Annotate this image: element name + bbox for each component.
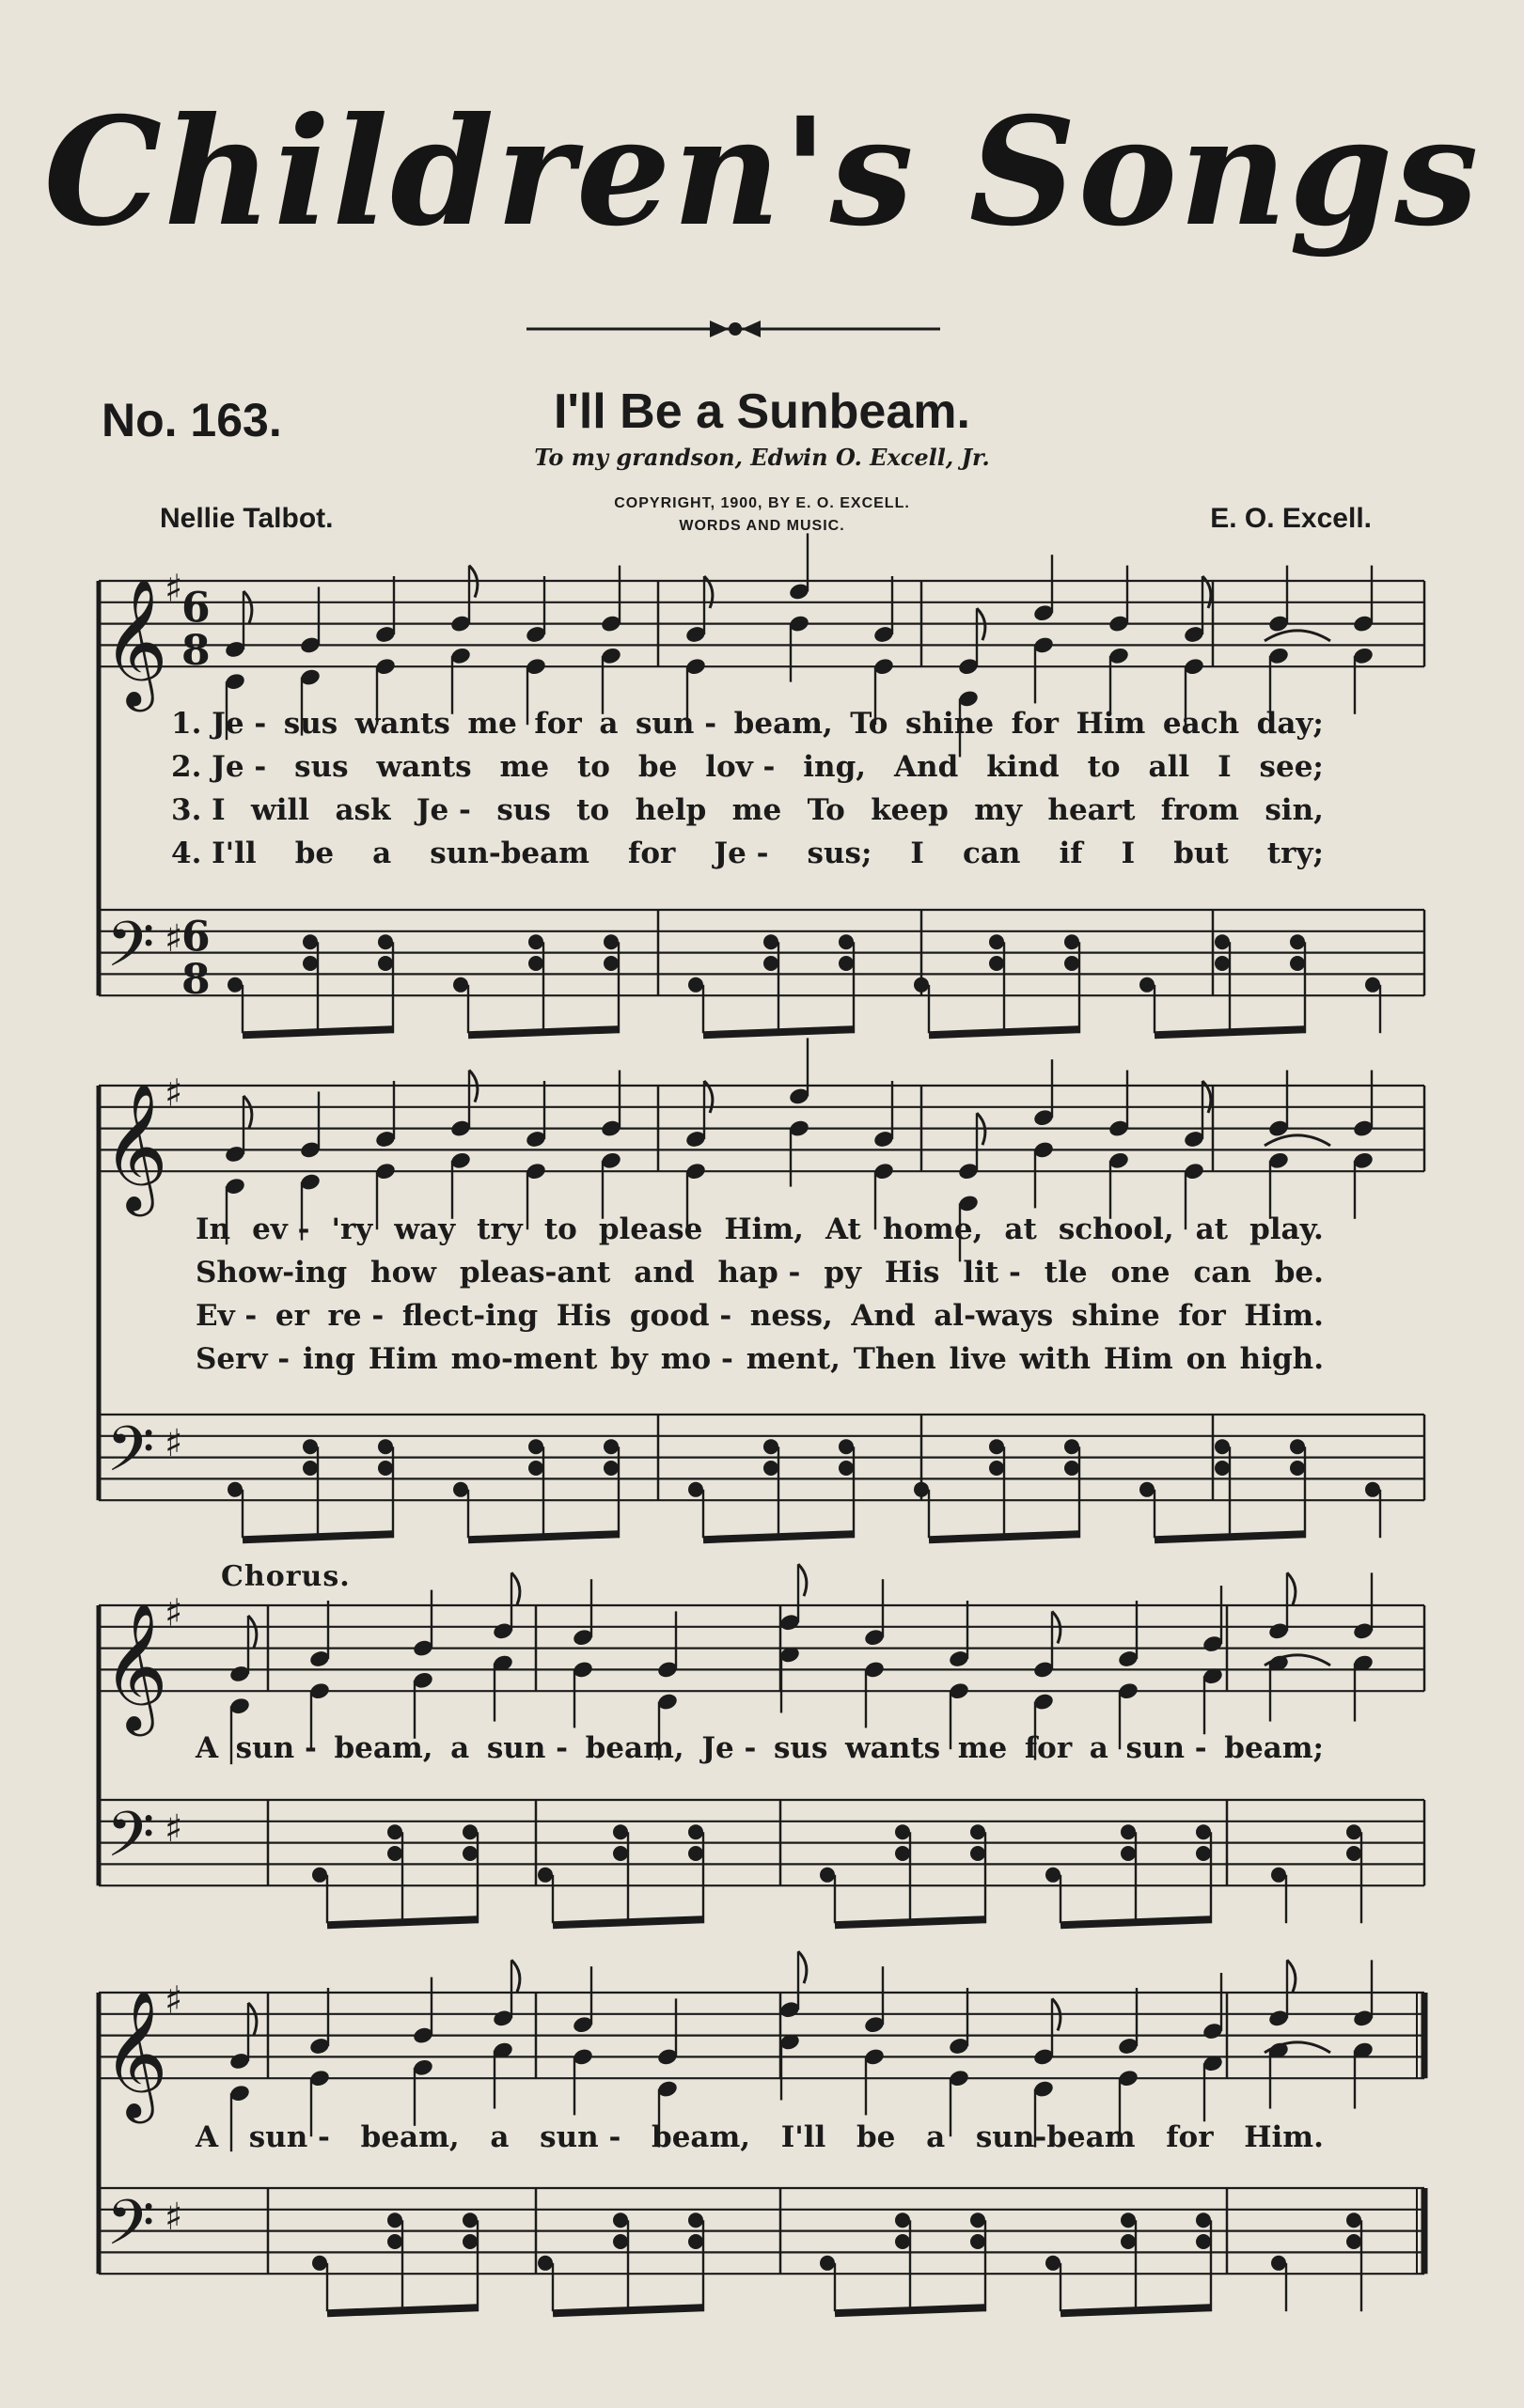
beam [1061, 2307, 1211, 2313]
bass-note-head [914, 1482, 929, 1497]
bass-note-head [228, 1482, 243, 1497]
lyric-syllable: sun - [540, 2120, 621, 2154]
lyric-syllable: A [196, 1731, 219, 1765]
lyric-syllable: sin, [1265, 793, 1324, 827]
lyric-syllable: each [1162, 707, 1240, 741]
lyric-syllable: 2. Je - [171, 750, 267, 784]
bass-note-head [1290, 956, 1305, 971]
lyric-syllable: a [372, 837, 392, 870]
lyric-syllable: flect-ing [401, 1299, 539, 1333]
lyric-line [171, 707, 1324, 744]
lyric-syllable: at [1195, 1212, 1229, 1246]
dedication: To my grandson, Edwin O. Excell, Jr. [534, 444, 990, 471]
bass-note-head [839, 934, 854, 949]
lyric-syllable: heart [1047, 793, 1136, 827]
lyric-syllable: And [894, 750, 959, 784]
bass-note-head [378, 934, 393, 949]
bass-note-head [613, 1846, 628, 1861]
bass-note-head [1346, 1824, 1361, 1839]
bass-note-head [453, 977, 468, 993]
lyric-line [196, 1212, 1324, 1250]
lyric-syllable: His [884, 1256, 940, 1290]
bass-note-head [989, 1461, 1004, 1476]
bass-note-head [228, 977, 243, 993]
lyric-syllable: Then [853, 1342, 936, 1376]
note-flag [1287, 1572, 1296, 1604]
bass-note-head [1064, 934, 1079, 949]
lyric-syllable: A [196, 2120, 219, 2154]
bass-note-head [839, 1439, 854, 1454]
bass-note-head [763, 934, 778, 949]
lyric-syllable: tle [1044, 1256, 1088, 1290]
bass-note-head [312, 2256, 327, 2271]
lyric-syllable: ing [302, 1342, 355, 1376]
lyric-syllable: a [599, 707, 619, 741]
bass-note-head [839, 1461, 854, 1476]
lyric-syllable: if [1059, 837, 1083, 870]
book-title: Children's Songs [43, 86, 1481, 259]
lyric-syllable: see; [1259, 750, 1324, 784]
lyric-syllable: 4. I'll [171, 837, 257, 870]
lyric-syllable: a [1089, 1731, 1108, 1765]
bass-note-head [688, 977, 703, 993]
bass-note-head [387, 1846, 402, 1861]
lyric-syllable: a [926, 2120, 946, 2154]
sharp-icon: ♯ [165, 1422, 183, 1466]
bass-note-head [528, 1461, 543, 1476]
bass-note-head [970, 1846, 985, 1861]
bass-note-head [688, 1482, 703, 1497]
lyric-syllable: Him [1103, 1342, 1173, 1376]
lyric-syllable: wants [845, 1731, 941, 1765]
bass-note-head [463, 2213, 478, 2228]
treble-clef-icon: 𝄞 [102, 1988, 168, 2119]
sharp-icon: ♯ [165, 567, 183, 611]
bass-note-head [1139, 1482, 1155, 1497]
lyric-line [171, 837, 1324, 874]
beam [835, 1919, 985, 1925]
lyric-syllable: pleas-ant [459, 1256, 611, 1290]
bass-note-head [1121, 2213, 1136, 2228]
lyric-syllable: py [824, 1256, 862, 1290]
lyric-syllable: a [450, 1731, 470, 1765]
lyric-syllable: I [1121, 837, 1136, 870]
lyric-syllable: keep [871, 793, 949, 827]
time-signature-bottom: 8 [181, 627, 211, 676]
bass-note-head [895, 2213, 910, 2228]
lyric-syllable: er [275, 1299, 309, 1333]
bass-note-head [463, 1846, 478, 1861]
lyric-line [196, 2120, 1324, 2158]
lyric-syllable: be [294, 837, 335, 870]
bass-note-head [604, 934, 619, 949]
bass-note-head [463, 2234, 478, 2249]
lyric-syllable: lov - [705, 750, 776, 784]
lyric-syllable: beam, [585, 1731, 684, 1765]
bass-clef-icon: 𝄢 [106, 1798, 155, 1886]
lyric-line [171, 793, 1324, 831]
bass-note-head [763, 956, 778, 971]
bass-note-head [1215, 934, 1230, 949]
bass-note-head [1064, 956, 1079, 971]
bass-note-head [378, 1461, 393, 1476]
bass-note-head [895, 2234, 910, 2249]
lyric-syllable: re - [327, 1299, 385, 1333]
lyric-syllable: on [1186, 1342, 1227, 1376]
lyric-syllable: high. [1239, 1342, 1324, 1376]
bass-note-head [463, 1824, 478, 1839]
lyric-syllable: Je - [714, 837, 769, 870]
lyric-syllable: wants [376, 750, 472, 784]
note-flag [248, 2003, 257, 2035]
lyric-syllable: And [851, 1299, 916, 1333]
lyric-syllable: shine [905, 707, 995, 741]
bass-note-head [1365, 977, 1380, 993]
bass-note-head [1045, 1868, 1061, 1883]
lyric-syllable: In [196, 1212, 231, 1246]
lyricist: Nellie Talbot. [160, 503, 334, 534]
bass-note-head [1045, 2256, 1061, 2271]
lyric-syllable: Ev - [196, 1299, 258, 1333]
bass-clef-icon: 𝄢 [106, 908, 155, 996]
bass-note-head [1346, 2234, 1361, 2249]
lyric-syllable: Show-ing [196, 1256, 348, 1290]
beam [553, 1919, 703, 1925]
lyric-syllable: Him. [1244, 1299, 1324, 1333]
lyric-syllable: I [910, 837, 924, 870]
bass-note-head [1215, 1439, 1230, 1454]
bass-note-head [604, 956, 619, 971]
lyric-syllable: shine [1071, 1299, 1160, 1333]
bass-note-head [387, 1824, 402, 1839]
lyric-syllable: beam, [360, 2120, 460, 2154]
lyric-syllable: sus; [807, 837, 872, 870]
sharp-icon: ♯ [165, 1591, 183, 1635]
bass-note-head [1121, 2234, 1136, 2249]
lyric-syllable: for [1024, 1731, 1073, 1765]
bass-note-head [1365, 1482, 1380, 1497]
bass-note-head [839, 956, 854, 971]
bass-note-head [528, 956, 543, 971]
lyric-syllable: 'ry [331, 1212, 373, 1246]
bass-note-head [688, 1824, 703, 1839]
lyric-syllable: ev - [252, 1212, 310, 1246]
lyric-syllable: kind [986, 750, 1060, 784]
lyric-syllable: be [856, 2120, 896, 2154]
bass-note-head [538, 2256, 553, 2271]
lyric-syllable: for [1166, 2120, 1214, 2154]
note-flag [798, 1564, 807, 1596]
lyric-syllable: and [634, 1256, 695, 1290]
song-title: I'll Be a Sunbeam. [554, 384, 970, 439]
bass-note-head [989, 934, 1004, 949]
lyric-syllable: beam; [1224, 1731, 1324, 1765]
bass-note-head [303, 934, 318, 949]
bass-note-head [303, 1439, 318, 1454]
lyric-syllable: Him, [724, 1212, 804, 1246]
lyric-syllable: beam, [334, 1731, 433, 1765]
lyric-syllable: I [1218, 750, 1232, 784]
lyric-syllable: good - [629, 1299, 732, 1333]
lyric-syllable: Him [368, 1342, 438, 1376]
bass-note-head [1064, 1439, 1079, 1454]
lyric-syllable: Him [1076, 707, 1146, 741]
lyric-syllable: wants [354, 707, 450, 741]
bass-note-head [1215, 956, 1230, 971]
bass-note-head [613, 2234, 628, 2249]
lyric-syllable: sus [283, 707, 338, 741]
lyric-syllable: to [576, 793, 610, 827]
lyric-syllable: can [1193, 1256, 1251, 1290]
bass-clef-icon: 𝄢 [106, 2186, 155, 2275]
bass-note-head [688, 2234, 703, 2249]
lyric-syllable: To [807, 793, 845, 827]
lyric-syllable: ask [335, 793, 391, 827]
bass-note-head [1139, 977, 1155, 993]
lyric-syllable: ness, [749, 1299, 833, 1333]
lyric-syllable: play. [1249, 1212, 1324, 1246]
beam [468, 1534, 619, 1540]
bass-note-head [1215, 1461, 1230, 1476]
lyric-syllable: to [1087, 750, 1121, 784]
bass-note-head [688, 2213, 703, 2228]
bass-note-head [1064, 1461, 1079, 1476]
lyric-syllable: sus [294, 750, 349, 784]
lyric-syllable: mo - [660, 1342, 733, 1376]
bass-note-head [604, 1439, 619, 1454]
lyric-syllable: with [1019, 1342, 1091, 1376]
treble-clef-icon: 𝄞 [102, 576, 168, 707]
lyric-syllable: be. [1274, 1256, 1324, 1290]
lyric-syllable: day; [1256, 707, 1324, 741]
lyric-syllable: sun-beam [975, 2120, 1136, 2154]
beam [929, 1029, 1079, 1035]
lyric-syllable: how [370, 1256, 436, 1290]
lyric-syllable: To [850, 707, 888, 741]
lyric-syllable: mo-ment [450, 1342, 598, 1376]
lyric-syllable: please [598, 1212, 703, 1246]
lyric-syllable: me [499, 750, 550, 784]
bass-note-head [303, 956, 318, 971]
lyric-line [196, 1299, 1324, 1337]
lyric-line [196, 1342, 1324, 1380]
lyric-line [196, 1731, 1324, 1769]
bass-note-head [970, 2213, 985, 2228]
bass-note-head [763, 1461, 778, 1476]
bass-note-head [688, 1846, 703, 1861]
note-flag [1287, 1960, 1296, 1992]
time-signature-top: 6 [181, 913, 211, 962]
bass-note-head [1271, 2256, 1286, 2271]
lyric-syllable: can [962, 837, 1021, 870]
sharp-icon: ♯ [165, 2196, 183, 2240]
lyric-syllable: 1. Je - [171, 707, 267, 741]
lyric-syllable: at [1004, 1212, 1037, 1246]
bass-note-head [970, 2234, 985, 2249]
bass-note-head [970, 1824, 985, 1839]
lyric-syllable: me [467, 707, 517, 741]
bass-note-head [528, 934, 543, 949]
bass-note-head [989, 1439, 1004, 1454]
note-flag [244, 1096, 252, 1128]
sharp-icon: ♯ [165, 917, 183, 962]
beam [1061, 1919, 1211, 1925]
lyric-syllable: to [543, 1212, 577, 1246]
lyric-syllable: sus [773, 1731, 828, 1765]
bass-note-head [1196, 1846, 1211, 1861]
tie [1265, 631, 1330, 641]
bass-note-head [1271, 1868, 1286, 1883]
composer: E. O. Excell. [1210, 503, 1372, 534]
bass-note-head [1121, 1846, 1136, 1861]
lyric-syllable: ing, [803, 750, 867, 784]
bass-note-head [763, 1439, 778, 1454]
note-flag [248, 1616, 257, 1648]
beam [243, 1534, 393, 1540]
bass-note-head [895, 1824, 910, 1839]
beam [835, 2307, 985, 2313]
lyric-syllable: for [628, 837, 676, 870]
lyric-syllable: help [635, 793, 707, 827]
lyric-syllable: al-ways [934, 1299, 1054, 1333]
bass-note-head [1196, 2234, 1211, 2249]
lyric-syllable: a [490, 2120, 510, 2154]
bass-note-head [820, 1868, 835, 1883]
song-number: No. 163. [102, 394, 282, 446]
lyric-syllable: my [974, 793, 1023, 827]
lyric-syllable: Him. [1244, 2120, 1324, 2154]
bass-clef-icon: 𝄢 [106, 1413, 155, 1501]
lyric-syllable: home, [882, 1212, 983, 1246]
lyric-syllable: live [949, 1342, 1007, 1376]
lyric-syllable: by [610, 1342, 648, 1376]
lyric-syllable: 3. I [171, 793, 226, 827]
bass-note-head [989, 956, 1004, 971]
note-flag [511, 1960, 520, 1992]
lyric-syllable: sun - [635, 707, 717, 741]
lyric-syllable: try; [1266, 837, 1324, 870]
lyric-syllable: I'll [780, 2120, 826, 2154]
bass-note-head [1196, 1824, 1211, 1839]
lyric-syllable: to [576, 750, 610, 784]
lyric-syllable: all [1148, 750, 1190, 784]
lyric-syllable: sun - [248, 2120, 330, 2154]
lyric-syllable: for [534, 707, 582, 741]
note-flag [798, 1951, 807, 1983]
lyric-syllable: but [1173, 837, 1229, 870]
beam [929, 1534, 1079, 1540]
lyric-syllable: from [1160, 793, 1239, 827]
lyric-syllable: lit - [963, 1256, 1021, 1290]
beam [703, 1534, 854, 1540]
lyric-syllable: school, [1058, 1212, 1174, 1246]
lyric-syllable: for [1011, 707, 1059, 741]
treble-clef-icon: 𝄞 [102, 1081, 168, 1212]
bass-note-head [895, 1846, 910, 1861]
tie [1265, 1135, 1330, 1146]
lyric-syllable: one [1110, 1256, 1170, 1290]
lyric-syllable: sus [496, 793, 551, 827]
note-flag [511, 1572, 520, 1604]
lyric-syllable: sun - [486, 1731, 569, 1765]
sharp-icon: ♯ [165, 1807, 183, 1852]
lyric-syllable: try [477, 1212, 523, 1246]
chorus-label: Chorus. [221, 1560, 351, 1593]
lyric-syllable: sun-beam [430, 837, 589, 870]
bass-note-head [538, 1868, 553, 1883]
bass-note-head [387, 2213, 402, 2228]
beam [468, 1029, 619, 1035]
bass-note-head [378, 956, 393, 971]
lyric-line [171, 750, 1324, 788]
beam [327, 2307, 478, 2313]
bass-note-head [378, 1439, 393, 1454]
lyric-syllable: be [637, 750, 678, 784]
treble-clef-icon: 𝄞 [102, 1601, 168, 1731]
copyright-line: WORDS AND MUSIC. [679, 518, 845, 534]
bass-note-head [914, 977, 929, 993]
beam [703, 1029, 854, 1035]
copyright-line: COPYRIGHT, 1900, BY E. O. EXCELL. [614, 495, 910, 511]
bass-note-head [528, 1439, 543, 1454]
beam [243, 1029, 393, 1035]
lyric-syllable: sun - [235, 1731, 317, 1765]
lyric-syllable: ment, [746, 1342, 841, 1376]
lyric-syllable: me [731, 793, 782, 827]
note-flag [244, 591, 252, 623]
sharp-icon: ♯ [165, 1071, 183, 1116]
bass-note-head [1346, 1846, 1361, 1861]
beam [1155, 1029, 1305, 1035]
sharp-icon: ♯ [165, 1978, 183, 2023]
lyric-syllable: At [825, 1212, 861, 1246]
beam [1155, 1534, 1305, 1540]
lyric-syllable: will [251, 793, 310, 827]
bass-note-head [820, 2256, 835, 2271]
bass-note-head [613, 1824, 628, 1839]
bass-note-head [1196, 2213, 1211, 2228]
lyric-syllable: hap - [717, 1256, 801, 1290]
bass-note-head [1346, 2213, 1361, 2228]
lyric-syllable: way [394, 1212, 456, 1246]
bass-note-head [303, 1461, 318, 1476]
bass-note-head [1290, 934, 1305, 949]
lyric-line [196, 1256, 1324, 1293]
lyric-syllable: Serv - [196, 1342, 291, 1376]
bass-note-head [604, 1461, 619, 1476]
lyric-syllable: His [556, 1299, 612, 1333]
beam [327, 1919, 478, 1925]
lyric-syllable: sun - [1125, 1731, 1207, 1765]
lyric-syllable: beam, [733, 707, 833, 741]
bass-note-head [453, 1482, 468, 1497]
bass-note-head [1121, 1824, 1136, 1839]
bass-note-head [1290, 1439, 1305, 1454]
bass-note-head [1290, 1461, 1305, 1476]
time-signature-bottom: 8 [181, 956, 211, 1005]
lyric-syllable: me [957, 1731, 1008, 1765]
lyric-syllable: beam, [652, 2120, 751, 2154]
bass-note-head [613, 2213, 628, 2228]
bass-note-head [312, 1868, 327, 1883]
lyric-syllable: for [1178, 1299, 1226, 1333]
lyric-syllable: Je - [701, 1731, 757, 1765]
lyric-syllable: Je - [416, 793, 471, 827]
beam [553, 2307, 703, 2313]
time-signature-top: 6 [181, 584, 211, 633]
bass-note-head [387, 2234, 402, 2249]
